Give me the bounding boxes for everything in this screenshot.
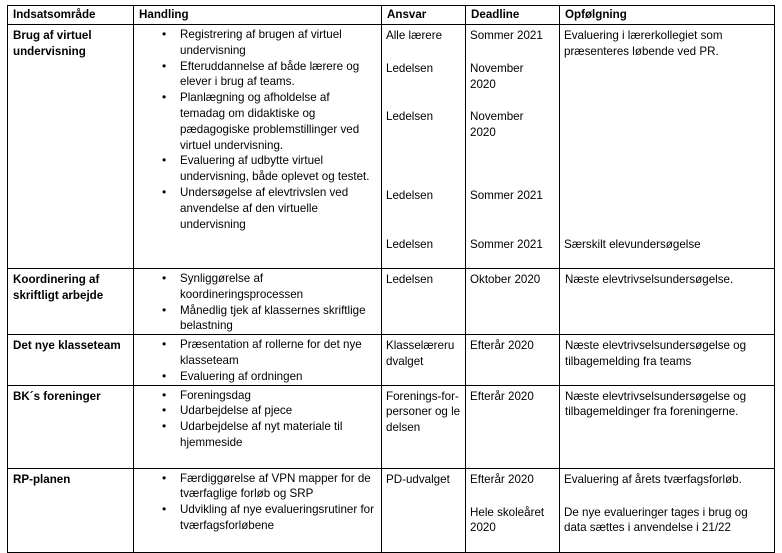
action-item: • Udarbejdelse af nyt materiale til hjemmeside — [162, 419, 377, 451]
action-cell — [134, 468, 382, 552]
action-item: • Efteruddannelse af både lærere og elever i brug af teams. — [162, 59, 377, 91]
responsible-text: Ledelsen — [386, 189, 434, 202]
deadline-text: Sommer 2021 — [470, 238, 543, 251]
responsible-cell — [382, 25, 466, 269]
deadline-text: Hele skoleåret 2020 — [470, 505, 545, 535]
action-cell — [134, 25, 382, 269]
header-deadline: Deadline — [466, 6, 560, 25]
followup-text: De nye evalueringer tages i brug og data sættes i anvendelse i 21/22 — [564, 505, 748, 535]
responsible-cell: Forenings-for-personer og ledelsen — [382, 385, 466, 468]
action-cell — [134, 335, 382, 385]
action-item: • Udvikling af nye evalueringsrutiner for tværfagsforløbene — [162, 502, 377, 534]
action-cell — [134, 385, 382, 468]
deadline-text: Efterår 2020 — [470, 472, 534, 486]
action-item: • Evaluering af ordningen — [162, 369, 377, 385]
action-item: • Udarbejdelse af pjece — [162, 403, 377, 419]
followup-cell: Næste elevtrivselsundersøgelse. — [560, 269, 775, 335]
area-cell: Brug af virtuel undervisning — [8, 25, 134, 269]
deadline-text: November 2020 — [470, 62, 524, 91]
deadline-cell: Oktober 2020 — [466, 269, 560, 335]
responsible-cell: PD-udvalget — [382, 468, 466, 552]
action-item: • Undersøgelse af elevtrivslen ved anvendelse af den virtuelle undervisning — [162, 185, 377, 232]
responsible-cell: Ledelsen — [382, 269, 466, 335]
action-item: • Planlægning og afholdelse af temadag om didaktiske og pædagogiske problemstillinger ved virtuel undervisning. — [162, 90, 377, 153]
action-item: • Månedlig tjek af klassernes skriftlige belastning — [162, 303, 377, 335]
deadline-cell: Efterår 2020 — [466, 385, 560, 468]
responsible-text: Ledelsen — [386, 62, 434, 75]
followup-text: Evaluering i lærerkollegiet som præsenteres løbende ved PR. — [564, 29, 723, 58]
deadline-text: November 2020 — [470, 110, 524, 139]
responsible-cell: Klasselæreru dvalget — [382, 335, 466, 385]
table-row — [8, 335, 775, 385]
responsible-text: Alle lærere — [386, 29, 443, 42]
followup-cell: Næste elevtrivselsundersøgelse og tilbagemelding fra teams — [560, 335, 775, 385]
area-cell: Koordinering af skriftligt arbejde — [8, 269, 134, 335]
followup-cell — [560, 25, 775, 269]
header-row — [8, 6, 775, 25]
action-cell — [134, 269, 382, 335]
followup-cell — [560, 468, 775, 552]
deadline-text: Sommer 2021 — [470, 189, 543, 202]
deadline-cell — [466, 25, 560, 269]
action-item: • Færdiggørelse af VPN mapper for de tværfaglige forløb og SRP — [162, 471, 377, 503]
area-cell: RP-planen — [8, 468, 134, 552]
table-row — [8, 269, 775, 335]
header-responsible: Ansvar — [382, 6, 466, 25]
header-area: Indsatsområde — [8, 6, 134, 25]
followup-text: Særskilt elevundersøgelse — [564, 238, 701, 251]
action-item: • Foreningsdag — [162, 388, 377, 404]
table-row — [8, 385, 775, 468]
table-row — [8, 25, 775, 269]
header-followup: Opfølgning — [560, 6, 775, 25]
deadline-cell: Efterår 2020 — [466, 335, 560, 385]
responsible-text: Ledelsen — [386, 110, 434, 123]
followup-cell: Næste elevtrivselsundersøgelse og tilbagemeldinger fra foreningerne. — [560, 385, 775, 468]
table-row — [8, 468, 775, 552]
area-cell: BK´s foreninger — [8, 385, 134, 468]
responsible-text: Ledelsen — [386, 238, 434, 251]
action-item: • Præsentation af rollerne for det nye klasseteam — [162, 337, 377, 369]
deadline-cell — [466, 468, 560, 552]
action-item: • Evaluering af udbytte virtuel undervisning, både oplevet og testet. — [162, 153, 377, 185]
action-plan-table — [7, 5, 775, 553]
followup-text: Evaluering af årets tværfagsforløb. — [564, 472, 742, 486]
action-item: • Registrering af brugen af virtuel undervisning — [162, 27, 377, 59]
action-item: • Synliggørelse af koordineringsprocessen — [162, 271, 377, 303]
header-action: Handling — [134, 6, 382, 25]
area-cell: Det nye klasseteam — [8, 335, 134, 385]
deadline-text: Sommer 2021 — [470, 29, 543, 42]
